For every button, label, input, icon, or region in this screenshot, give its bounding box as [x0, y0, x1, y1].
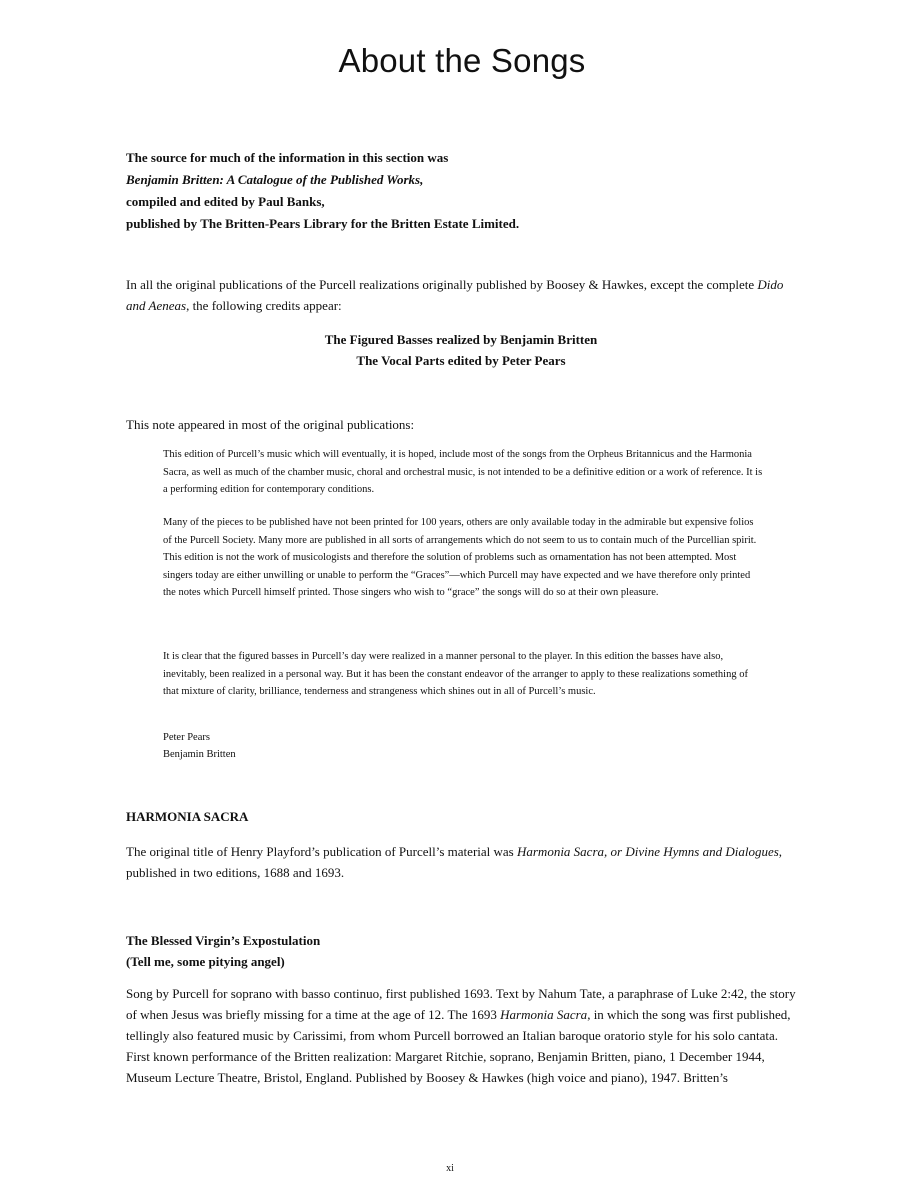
source-line-4: published by The Britten-Pears Library for the Britten Estate Limited.	[126, 216, 520, 231]
song-italic: Harmonia Sacra	[500, 1007, 588, 1022]
source-credit	[126, 147, 796, 235]
note-paragraph-2: Many of the pieces to be published have not been printed for 100 years, others are only available today in the admirable but expensive folios of the Purcell Society. Many more are published in all sorts of arrangements which do not seem to us to contain much of the Purcellian spirit. This edition is not the work of musicologists and therefore the solution of problems such as ornamentation has not been attempted. Most singers today are either unwilling or unable to perform the “Graces”—which Purcell may have expected and we have therefore only printed the notes which Purcell himself printed. Those singers who wish to “grace” the songs will do so at their own pleasure.	[163, 517, 757, 598]
harmonia-paragraph	[126, 841, 796, 883]
page-number: xi	[446, 1163, 454, 1174]
intro-text-1: In all the original publications of the Purcell realizations originally published by Boosey & Hawkes, except the complete	[126, 277, 758, 292]
intro-paragraph	[126, 274, 796, 316]
harmonia-text-1: The original title of Henry Playford’s publication of Purcell’s material was	[126, 844, 517, 859]
intro-italic: Dido and Aeneas	[126, 277, 784, 313]
note-paragraph-1: This edition of Purcell’s music which will eventually, it is hoped, include most of the songs from the Orpheus Britannicus and the Harmonia Sacra, as well as much of the chamber music, choral and orchestral music, is not intended to be a definitive edition or a work of reference. It is a performing edition for contemporary conditions.	[163, 449, 763, 495]
credits-block	[126, 329, 796, 371]
song-text-2: , in which the song was first published, tellingly also featured music by Carissimi, from whom Purcell borrowed an Italian baroque oratorio style for his solo cantata. First known performance of the Britten realization: Margaret Ritchie, soprano, Benjamin Britten, piano, 1 December 1944, Museum Lecture Theatre, Bristol, England. Published by Boosey & Hawkes (high voice and piano), 1947. Britten’s	[126, 1007, 791, 1085]
source-line-1: The source for much of the information in this section was	[126, 150, 449, 165]
source-line-2: Benjamin Britten: A Catalogue of the Published Works,	[126, 172, 424, 187]
song-heading	[126, 930, 796, 972]
song-title: The Blessed Virgin’s Expostulation	[126, 933, 321, 948]
credits-line-1: The Figured Basses realized by Benjamin Britten	[324, 332, 598, 347]
song-subtitle: (Tell me, some pitying angel)	[126, 954, 285, 969]
credits-line-2: The Vocal Parts edited by Peter Pears	[356, 353, 566, 368]
note-paragraph-3: It is clear that the figured basses in Purcell’s day were realized in a manner personal to the player. In this edition the basses have also, inevitably, been realized in a personal way. But it has been the constant endeavor of the arranger to apply to these realizations something of that mixture of clarity, brilliance, tenderness and strangeness which shines out in all of Purcell’s music.	[163, 651, 748, 697]
source-line-3: compiled and edited by Paul Banks,	[126, 194, 325, 209]
note-intro: This note appeared in most of the original publications:	[126, 417, 415, 432]
song-paragraph	[126, 983, 796, 1088]
intro-text-2: , the following credits appear:	[186, 298, 342, 313]
signature-peter-pears: Peter Pears	[163, 732, 210, 743]
page-title: About the Songs	[338, 42, 586, 79]
signature-benjamin-britten: Benjamin Britten	[163, 749, 236, 760]
note-signatures	[163, 729, 236, 763]
section-heading: HARMONIA SACRA	[126, 809, 249, 824]
harmonia-italic: Harmonia Sacra, or Divine Hymns and Dialogues	[516, 844, 779, 859]
song-text-1: Song by Purcell for soprano with basso continuo, first published 1693. Text by Nahum Tate, a paraphrase of Luke 2:42, the story of when Jesus was briefly missing for a time at the age of 12. The 1693	[126, 986, 796, 1022]
harmonia-text-2: , published in two editions, 1688 and 1693.	[126, 844, 783, 880]
